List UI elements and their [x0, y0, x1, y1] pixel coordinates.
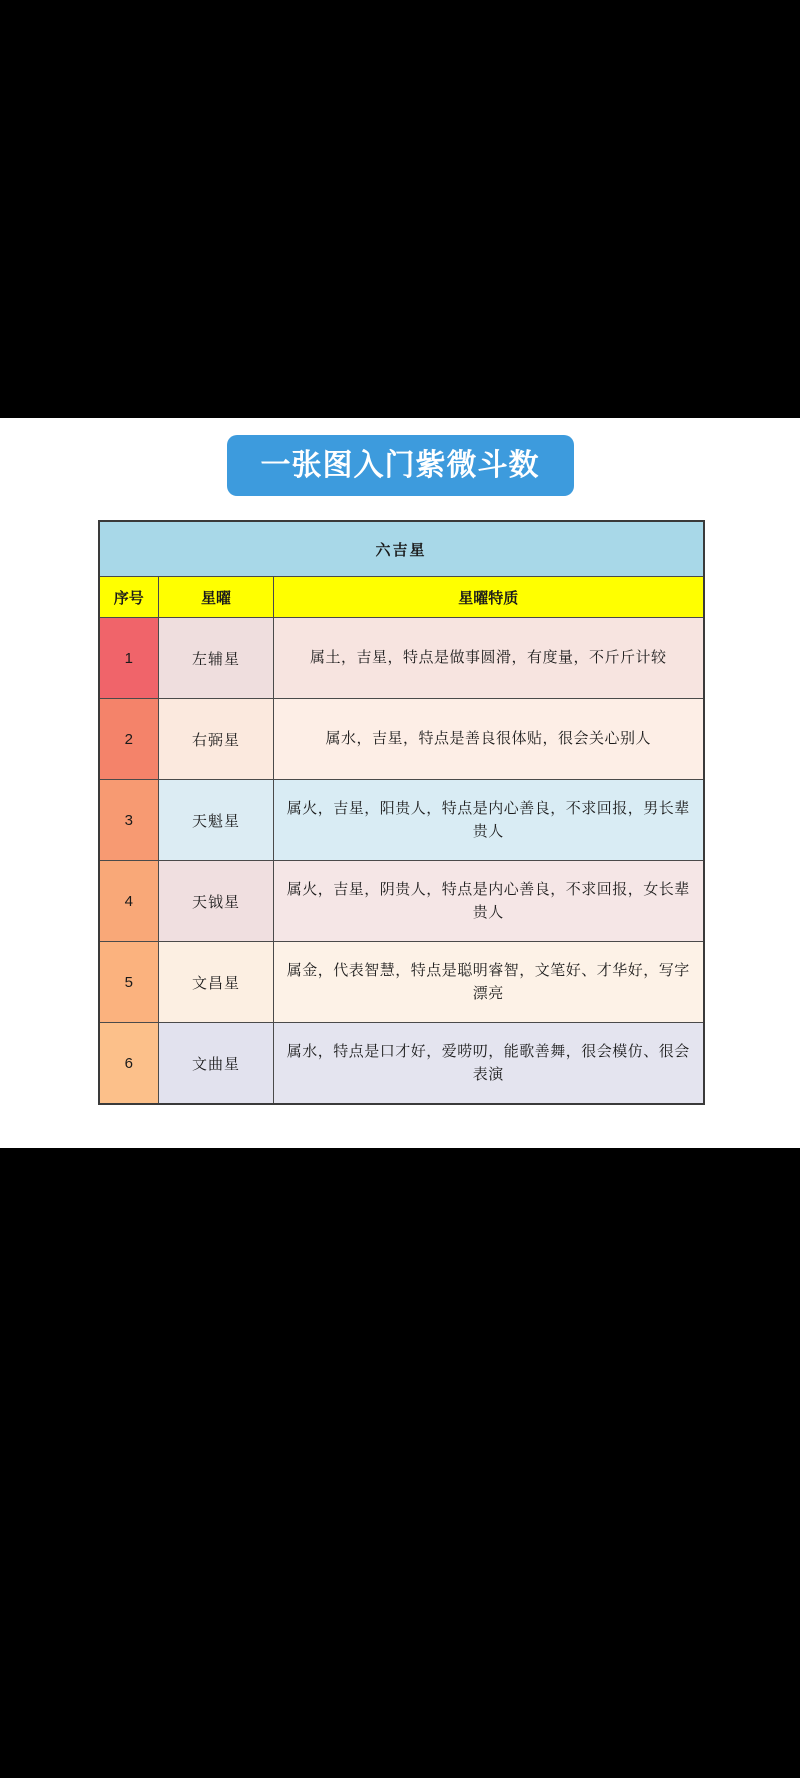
row-star-traits: 属水，吉星，特点是善良很体贴，很会关心别人: [274, 699, 704, 780]
row-index: 1: [99, 618, 159, 699]
row-star-traits: 属水，特点是口才好，爱唠叨，能歌善舞，很会模仿、很会表演: [274, 1023, 704, 1105]
row-star-name: 天魁星: [159, 780, 274, 861]
row-index: 5: [99, 942, 159, 1023]
row-index: 4: [99, 861, 159, 942]
title-area: [0, 435, 800, 496]
section-title: 六吉星: [99, 521, 704, 577]
row-star-name: 天钺星: [159, 861, 274, 942]
table-row: [99, 618, 704, 699]
table-row: [99, 861, 704, 942]
row-index: 6: [99, 1023, 159, 1105]
table-row: [99, 942, 704, 1023]
table-row: [99, 780, 704, 861]
row-star-name: 左辅星: [159, 618, 274, 699]
table-section-title-row: [99, 521, 704, 577]
row-star-traits: 属火，吉星，阴贵人，特点是内心善良，不求回报，女长辈贵人: [274, 861, 704, 942]
header-star: 星曜: [159, 577, 274, 618]
header-index: 序号: [99, 577, 159, 618]
row-star-name: 文曲星: [159, 1023, 274, 1105]
lucky-stars-table: [98, 520, 705, 1105]
row-index: 2: [99, 699, 159, 780]
row-star-traits: 属金，代表智慧，特点是聪明睿智，文笔好、才华好，写字漂亮: [274, 942, 704, 1023]
table-row: [99, 1023, 704, 1105]
content-panel: [0, 418, 800, 1148]
row-star-name: 右弼星: [159, 699, 274, 780]
page-title: 一张图入门紫微斗数: [227, 435, 574, 496]
row-star-traits: 属火，吉星，阳贵人，特点是内心善良，不求回报，男长辈贵人: [274, 780, 704, 861]
row-index: 3: [99, 780, 159, 861]
table-header-row: [99, 577, 704, 618]
header-traits: 星曜特质: [274, 577, 704, 618]
row-star-name: 文昌星: [159, 942, 274, 1023]
table-container: [98, 520, 703, 1105]
table-row: [99, 699, 704, 780]
row-star-traits: 属土，吉星，特点是做事圆滑，有度量，不斤斤计较: [274, 618, 704, 699]
